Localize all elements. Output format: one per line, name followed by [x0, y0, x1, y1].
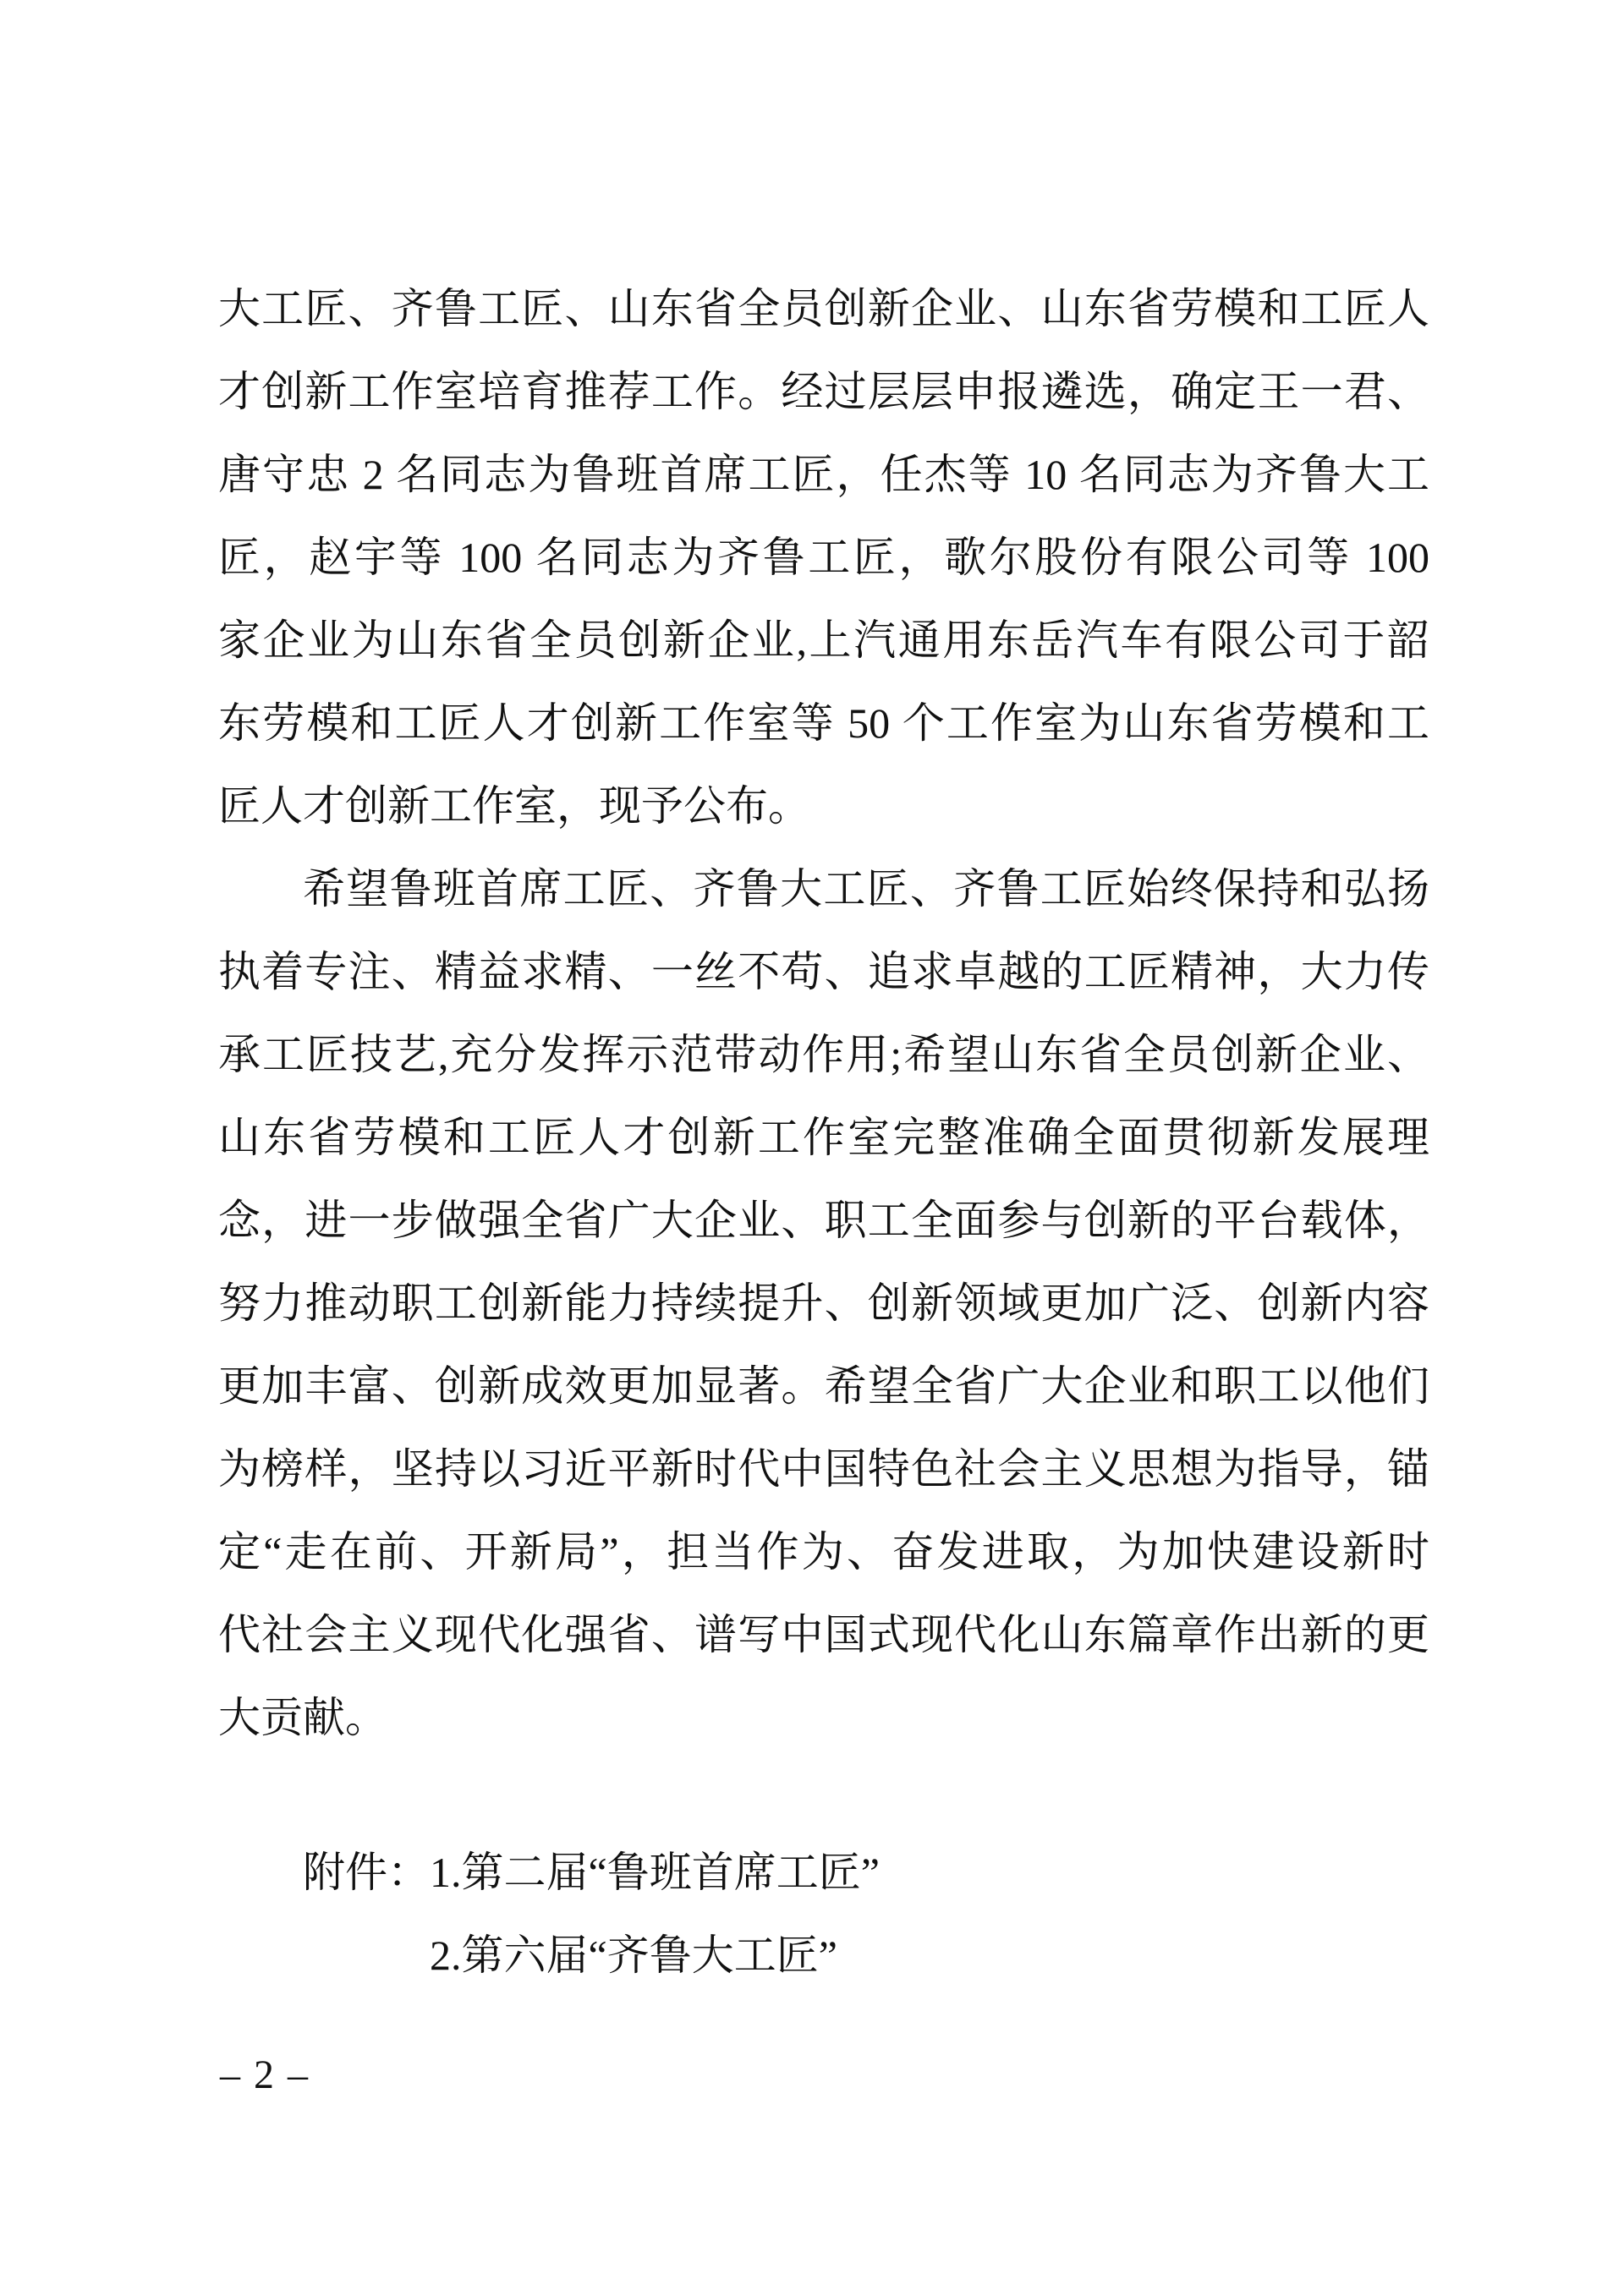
body-line: 大工匠、齐鲁工匠、山东省全员创新企业、山东省劳模和工匠人: [218, 285, 1429, 332]
document-body: [218, 267, 1429, 1997]
body-line: 家企业为山东省全员创新企业,上汽通用东岳汽车有限公司于韶: [218, 616, 1429, 664]
body-line: 山东省劳模和工匠人才创新工作室完整准确全面贯彻新发展理: [218, 1114, 1429, 1161]
body-line: 念，进一步做强全省广大企业、职工全面参与创新的平台载体，: [218, 1197, 1429, 1244]
body-line: 为榜样，坚持以习近平新时代中国特色社会主义思想为指导，锚: [218, 1445, 1429, 1493]
attachment-line: 2.第六届“齐鲁大工匠”: [430, 1932, 837, 1979]
body-line: 希望鲁班首席工匠、齐鲁大工匠、齐鲁工匠始终保持和弘扬: [303, 865, 1429, 912]
body-line: 大贡献。: [218, 1694, 387, 1741]
body-line: 代社会主义现代化强省、谱写中国式现代化山东篇章作出新的更: [218, 1611, 1429, 1658]
body-line: 执着专注、精益求精、一丝不苟、追求卓越的工匠精神，大力传: [218, 948, 1429, 995]
attachment-list: [218, 1831, 1429, 1997]
body-line: 唐守忠 2 名同志为鲁班首席工匠，任杰等 10 名同志为齐鲁大工: [218, 451, 1429, 498]
body-line: 匠，赵宇等 100 名同志为齐鲁工匠，歌尔股份有限公司等 100: [218, 534, 1429, 581]
page-number: – 2 –: [220, 2052, 310, 2097]
body-line: 东劳模和工匠人才创新工作室等 50 个工作室为山东省劳模和工: [218, 699, 1429, 747]
attachment-line: 附件：1.第二届“鲁班首席工匠”: [303, 1849, 880, 1896]
body-line: 才创新工作室培育推荐工作。经过层层申报遴选，确定王一君、: [218, 368, 1429, 415]
body-line: 努力推动职工创新能力持续提升、创新领域更加广泛、创新内容: [218, 1280, 1429, 1327]
body-line: 定“走在前、开新局”，担当作为、奋发进取，为加快建设新时: [218, 1528, 1429, 1575]
body-line: 匠人才创新工作室，现予公布。: [218, 782, 810, 830]
body-line: 更加丰富、创新成效更加显著。希望全省广大企业和职工以他们: [218, 1362, 1429, 1410]
body-line: 承工匠技艺,充分发挥示范带动作用;希望山东省全员创新企业、: [218, 1031, 1429, 1078]
